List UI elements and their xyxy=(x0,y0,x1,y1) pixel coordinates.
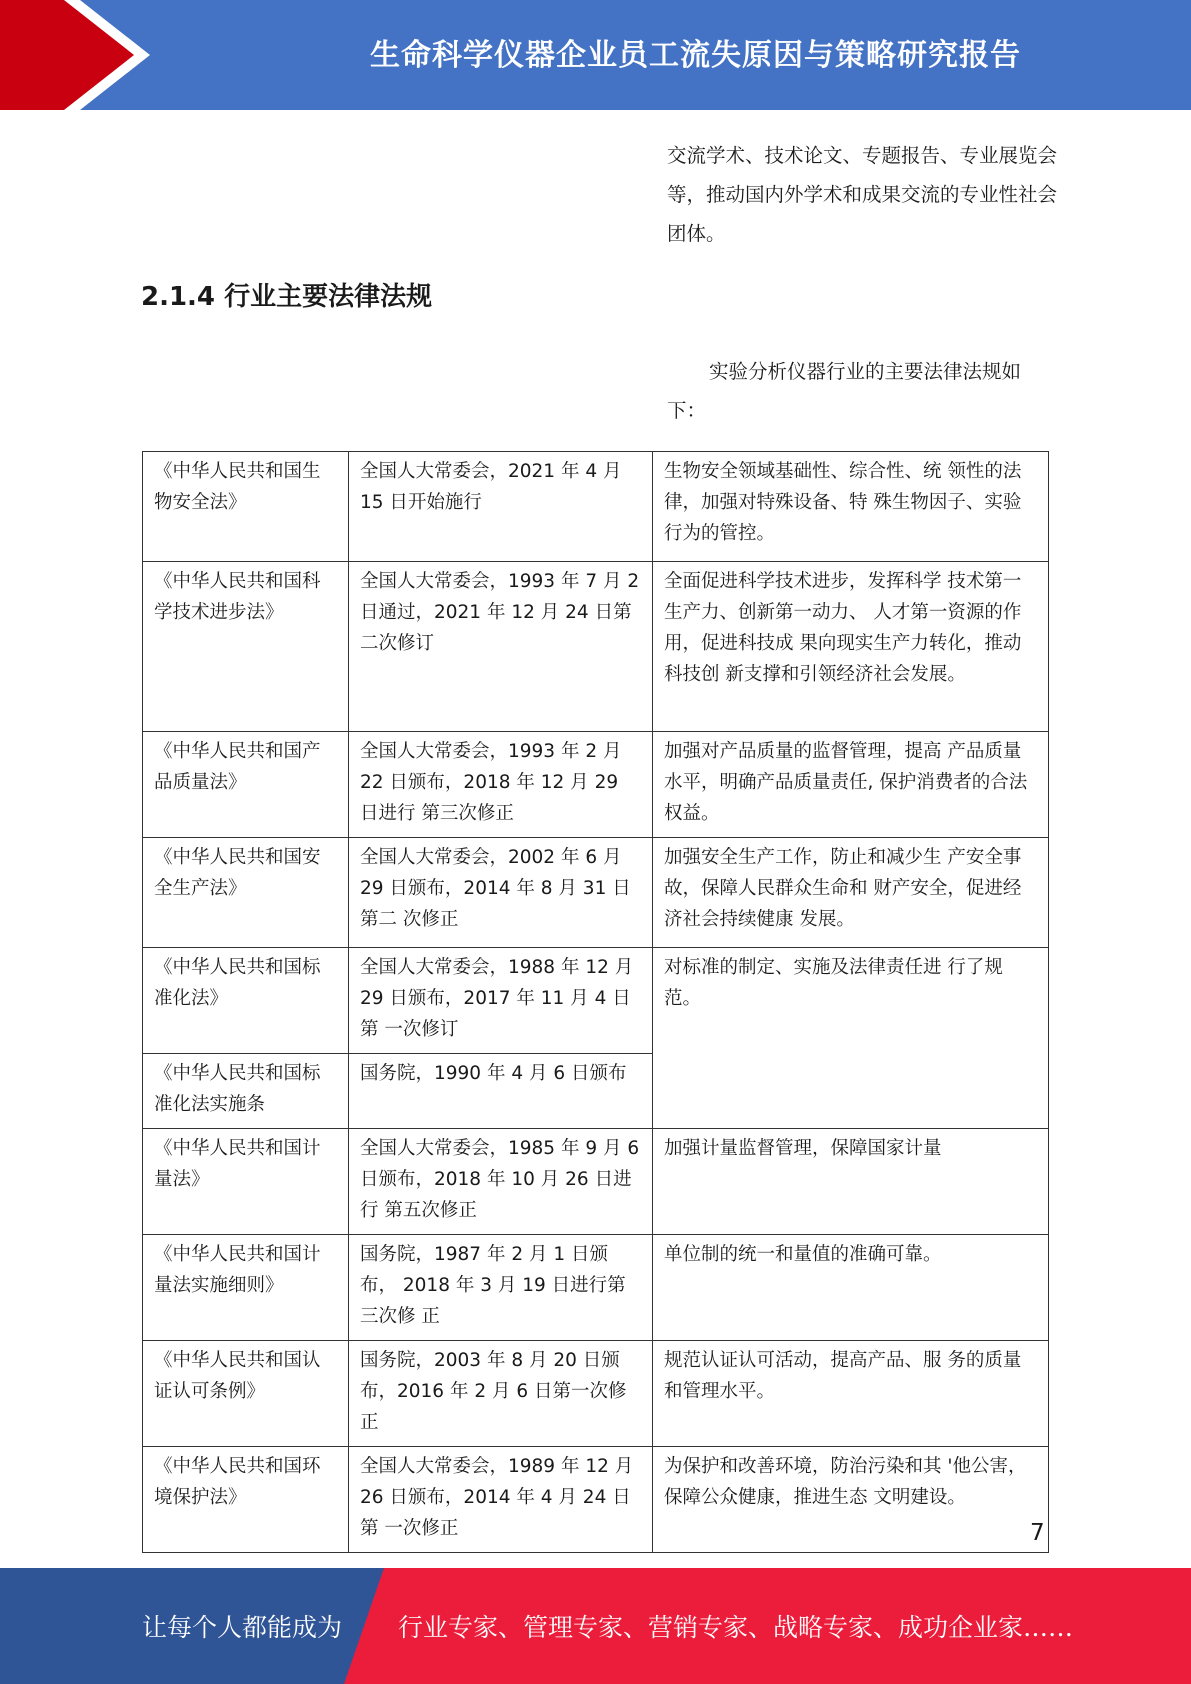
law-purpose-cell: 规范认证认可活动，提高产品、服 务的质量和管理水平。 xyxy=(653,1341,1049,1447)
law-name-cell: 《中华人民共和国环 境保护法》 xyxy=(143,1447,349,1553)
report-title: 生命科学仪器企业员工流失原因与策略研究报告 xyxy=(370,38,1021,73)
table-row xyxy=(143,732,1049,838)
law-name-cell: 《中华人民共和国认 证认可条例》 xyxy=(143,1341,349,1447)
law-purpose-cell: 单位制的统一和量值的准确可靠。 xyxy=(653,1235,1049,1341)
table-row xyxy=(143,562,1049,732)
section-heading: 2.1.4 行业主要法律法规 xyxy=(141,282,433,312)
table-row xyxy=(143,1341,1049,1447)
lead-paragraph: 实验分析仪器行业的主要法律法规如下： xyxy=(667,360,1022,422)
law-name-cell: 《中华人民共和国科 学技术进步法》 xyxy=(143,562,349,732)
law-name-cell: 《中华人民共和国产 品质量法》 xyxy=(143,732,349,838)
law-purpose-cell: 全面促进科学技术进步，发挥科学 技术第一生产力、创新第一动力、 人才第一资源的作用，促进科技成 果向现实生产力转化，推动科技创 新支撑和引领经济社会发展。 xyxy=(653,562,1049,732)
law-issuer-cell: 全国人大常委会，2021 年 4 月 15 日开始施行 xyxy=(349,452,653,562)
footer-slogan-right: 行业专家、管理专家、营销专家、战略专家、成功企业家…… xyxy=(398,1613,1074,1642)
law-purpose-cell: 对标准的制定、实施及法律责任进 行了规范。 xyxy=(653,948,1049,1129)
law-issuer-cell: 国务院，2003 年 8 月 20 日颁布，2016 年 2 月 6 日第一次修正 xyxy=(349,1341,653,1447)
law-purpose-cell: 生物安全领域基础性、综合性、统 领性的法律，加强对特殊设备、特 殊生物因子、实验行为的管控。 xyxy=(653,452,1049,562)
law-issuer-cell: 全国人大常委会，1989 年 12 月 26 日颁布，2014 年 4 月 24 日第 一次修正 xyxy=(349,1447,653,1553)
law-purpose-cell: 为保护和改善环境，防治污染和其 '他公害，保障公众健康，推进生态 文明建设。 xyxy=(653,1447,1049,1553)
law-issuer-cell: 国务院，1990 年 4 月 6 日颁布 xyxy=(349,1054,653,1129)
law-name-cell: 《中华人民共和国安 全生产法》 xyxy=(143,838,349,948)
law-issuer-cell: 全国人大常委会，1985 年 9 月 6 日颁布，2018 年 10 月 26 日进行 第五次修正 xyxy=(349,1129,653,1235)
footer-slogan-left: 让每个人都能成为 xyxy=(142,1613,343,1642)
intro-paragraph: 交流学术、技术论文、专题报告、专业展览会等，推动国内外学术和成果交流的专业性社会团体。 xyxy=(667,144,1058,245)
law-issuer-cell: 国务院，1987 年 2 月 1 日颁布， 2018 年 3 月 19 日进行第三次修 正 xyxy=(349,1235,653,1341)
law-purpose-cell: 加强对产品质量的监督管理，提高 产品质量水平，明确产品质量责任, 保护消费者的合法权益。 xyxy=(653,732,1049,838)
law-name-cell: 《中华人民共和国标 准化法实施条 xyxy=(143,1054,349,1129)
law-issuer-cell: 全国人大常委会，1993 年 7 月 2 日通过，2021 年 12 月 24 日第 二次修订 xyxy=(349,562,653,732)
table-row xyxy=(143,1447,1049,1553)
page-number: 7 xyxy=(1030,1520,1045,1546)
table-row xyxy=(143,1235,1049,1341)
table-row xyxy=(143,452,1049,562)
laws-table xyxy=(142,451,1049,1553)
page-header xyxy=(0,0,1191,110)
law-name-cell: 《中华人民共和国标 准化法》 xyxy=(143,948,349,1054)
table-row xyxy=(143,1129,1049,1235)
law-name-cell: 《中华人民共和国计 量法实施细则》 xyxy=(143,1235,349,1341)
table-row xyxy=(143,948,1049,1054)
law-purpose-cell: 加强安全生产工作，防止和减少生 产安全事故，保障人民群众生命和 财产安全，促进经济社会持续健康 发展。 xyxy=(653,838,1049,948)
law-purpose-cell: 加强计量监督管理，保障国家计量 xyxy=(653,1129,1049,1235)
law-issuer-cell: 全国人大常委会，1993 年 2 月 22 日颁布，2018 年 12 月 29 日进行 第三次修正 xyxy=(349,732,653,838)
page-footer xyxy=(0,1568,1191,1684)
law-name-cell: 《中华人民共和国生 物安全法》 xyxy=(143,452,349,562)
law-issuer-cell: 全国人大常委会，2002 年 6 月 29 日颁布，2014 年 8 月 31 日第二 次修正 xyxy=(349,838,653,948)
law-issuer-cell: 全国人大常委会，1988 年 12 月 29 日颁布，2017 年 11 月 4 日第 一次修订 xyxy=(349,948,653,1054)
table-row xyxy=(143,838,1049,948)
law-name-cell: 《中华人民共和国计 量法》 xyxy=(143,1129,349,1235)
